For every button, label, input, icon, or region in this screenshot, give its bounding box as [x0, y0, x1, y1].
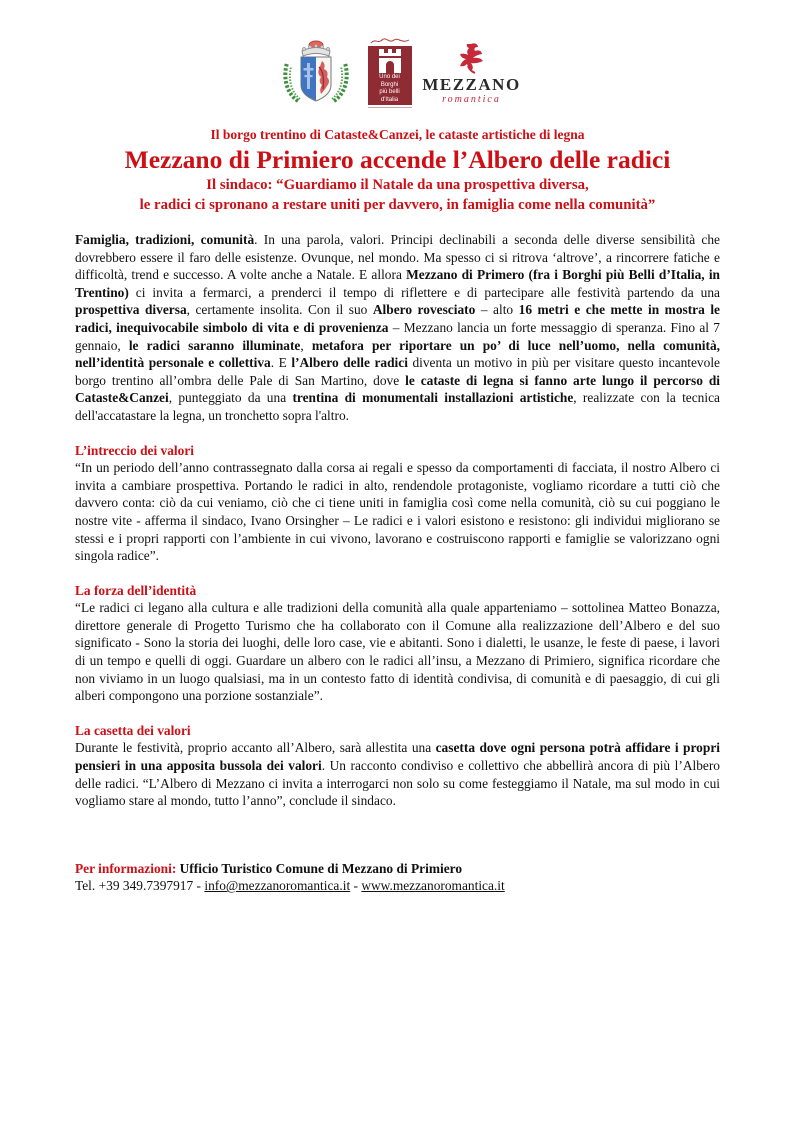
comune-coat-of-arms-icon [278, 37, 354, 111]
intro-paragraph: Famiglia, tradizioni, comunità. In una parola, valori. Principi declinabili a seconda delle diverse sensibilità che dovrebbero essere il faro delle esistenze. Ovunque, nel mondo. Ma spesso ci si ritrova ‘altrove’, a rincorrere fatiche e difficoltà, trend e successo. A volte anche a Natale. E allora Mezzano di Primero (fra i Borghi più Belli d’Italia, in Trentino) ci invita a fermarci, a prenderci il tempo di riflettere e di partecipare alle festività partendo da una prospettiva diversa, certamente insolita. Con il suo Albero rovesciato – alto 16 metri e che mette in mostra le radici, inequivocabile simbolo di vita e di provenienza – Mezzano lancia un forte messaggio di speranza. Fino al 7 gennaio, le radici saranno illuminate, metafora per riportare un po’ di luce nell’uomo, nella comunità, nell’identità personale e collettiva. E l’Albero delle radici diventa un motivo in più per visitare questo incantevole borgo trentino all’ombra delle Pale di San Martino, dove le cataste di legna si fanno arte lungo il percorso di Cataste&Canzei, punteggiato da una trentina di monumentali installazioni artistiche, realizzate con la tecnica dell'accatastare la legna, un tronchetto sopra l'altro. [75, 232, 721, 423]
mezzano-tagline: romantica [442, 94, 501, 105]
castle-gate-icon [377, 49, 403, 73]
contact-block [75, 860, 720, 895]
logo-row [75, 36, 720, 112]
section-paragraph: “In un periodo dell’anno contrassegnato dalla corsa ai regali e spesso da comportamenti di facciata, il nostro Albero ci invita a cambiare prospettiva. Portando le radici in alto, rendendole protagoniste, vogliamo ricordare a tutti ciò che davvero conta: ciò da cui veniamo, ciò che ci tiene uniti in famiglia così come nella comunità, ciò su cui poggiano le nostre vite - afferma il sindaco, Ivano Orsingher – Le radici e i valori esistono e resistono: gli individui migliorano se stessi e i propri rapporti con l’ambiente in cui vivono, lavorano e costruiscono rapporti e famiglie se valorizzano ogni singola radice”. [75, 460, 720, 564]
section-heading: La casetta dei valori [75, 722, 191, 738]
subtitle-line-1: Il sindaco: “Guardiamo il Natale da una prospettiva diversa, [206, 177, 589, 193]
section-casetta-dei-valori [75, 722, 720, 810]
contact-email-link[interactable]: info@mezzanoromantica.it [204, 878, 351, 894]
contact-phone: Tel. +39 349.7397917 - [75, 878, 205, 894]
contact-line-1 [75, 860, 720, 878]
contact-org: Ufficio Turistico Comune di Mezzano di Primiero [176, 860, 463, 876]
contact-label: Per informazioni: [75, 860, 177, 876]
document-body [75, 231, 720, 895]
page-title: Mezzano di Primiero accende l’Albero delle radici [124, 145, 671, 174]
borghi-label-line: più belli [379, 89, 400, 95]
borghi-label-line: d'Italia [380, 96, 399, 103]
borghi-piu-belli-logo [368, 37, 412, 111]
contact-line-2 [75, 877, 720, 895]
section-forza-identita [75, 582, 720, 705]
section-paragraph: “Le radici ci legano alla cultura e alle tradizioni della comunità alla quale apparteniamo – sottolinea Matteo Bonazza, direttore generale di Progetto Turismo che ha collaborato con il Comune alla realizzazione dell’Albero e del suo significato - Sono la storia dei luoghi, delle loro case, vie e abitanti. Sono i dialetti, le usanze, le feste di paese, i lavori di un tempo e quelli di oggi. Guardare un albero con le radici all’insu, a Mezzano di Primiero, significa ricordare che non viviamo in un luogo qualsiasi, ma in un contesto fatto di identità condivisa, di comunità e di paesaggio, di cui gli alberi compongono una porzione sostanziale”. [75, 600, 720, 704]
document-header [75, 126, 720, 214]
mezzano-romantica-logo [422, 42, 521, 106]
section-intro [75, 231, 720, 425]
section-heading: L’intreccio dei valori [75, 442, 195, 458]
section-heading: La forza dell’identità [75, 582, 197, 598]
borghi-label-line: Borghi [380, 81, 399, 88]
borghi-script-icon [368, 37, 412, 46]
contact-website-link[interactable]: www.mezzanoromantica.it [361, 878, 505, 894]
mezzano-wordmark: MEZZANO [422, 75, 521, 94]
borghi-red-block [368, 46, 412, 105]
section-paragraph: Durante le festività, proprio accanto all’Albero, sarà allestita una casetta dove ogni persona potrà affidare i propri pensieri in una apposita bussola dei valori. Un racconto condiviso e collettivo che abbellirà ancora di più l’Albero delle radici. “L’Albero di Mezzano ci invita a interrogarci non solo su come festeggiamo il Natale, ma sul modo in cui vogliamo stare al mondo, tutto l’anno”, conclude il sindaco. [75, 740, 721, 809]
section-intreccio-dei-valori [75, 442, 720, 565]
borghi-label-line: Uno dei [379, 74, 400, 80]
subtitle-line-2: le radici ci spronano a restare uniti per davvero, in famiglia come nella comunità” [139, 196, 656, 213]
mezzano-figure-icon [455, 42, 489, 76]
borghi-fineprint-rule [368, 107, 412, 111]
contact-separator: - [350, 878, 362, 894]
kicker-line: Il borgo trentino di Cataste&Canzei, le cataste artistiche di legna [210, 127, 585, 142]
